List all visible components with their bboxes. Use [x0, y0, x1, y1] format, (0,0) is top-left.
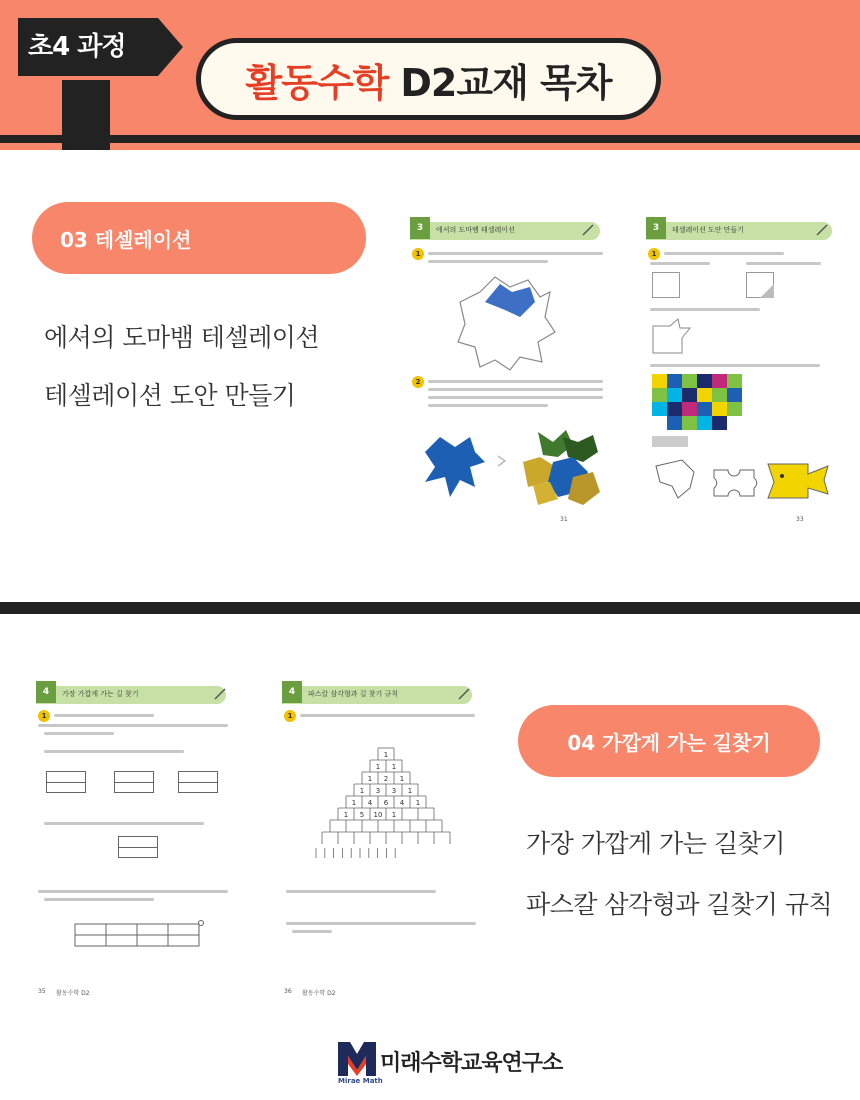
blue-lizard-icon — [420, 432, 490, 502]
pencil-icon — [214, 688, 226, 700]
text-line — [650, 364, 820, 367]
pascal-number: 2 — [383, 775, 389, 783]
pascal-number: 1 — [391, 763, 397, 771]
pascal-number: 1 — [375, 763, 381, 771]
thumb-page-number: 35 — [38, 988, 46, 995]
thumbnail-page-pascal — [282, 686, 482, 1001]
text-line — [44, 732, 114, 735]
text-line — [286, 922, 476, 925]
topic-item: 파스칼 삼각형과 길찾기 규칙 — [526, 890, 833, 919]
pencil-icon — [458, 688, 470, 700]
title-box — [196, 38, 661, 120]
thumb-header — [646, 222, 832, 240]
question-number-icon: 1 — [412, 248, 424, 260]
pascal-number: 3 — [391, 787, 397, 795]
pascal-number: 1 — [383, 751, 389, 759]
thumb-page-number: 36 — [284, 988, 292, 995]
thumb-title: 에셔의 도마뱀 테셀레이션 — [436, 226, 515, 234]
chapter-pill-03: 03 테셀레이션 — [32, 202, 366, 274]
path-grid — [178, 771, 218, 793]
shifted-piece-figure — [652, 318, 692, 354]
thumb-footer-label: 활동수학 D2 — [56, 990, 90, 997]
pascal-number: 1 — [391, 811, 397, 819]
pencil-icon — [816, 224, 828, 236]
text-line — [428, 388, 603, 391]
topic-item: 에셔의 도마뱀 테셀레이션 — [44, 323, 320, 352]
question-number-icon: 2 — [412, 376, 424, 388]
question-number-icon: 1 — [38, 710, 50, 722]
thumb-header — [36, 686, 226, 704]
lizard-tessellation-figure — [518, 427, 603, 507]
lizard-outline-figure — [450, 272, 560, 372]
text-line — [746, 262, 821, 265]
path-grid — [46, 771, 86, 793]
thumb-badge: 4 — [36, 681, 56, 703]
topic-item: 가장 가깝게 가는 길찾기 — [526, 829, 785, 858]
text-line — [650, 262, 710, 265]
thumb-page-number: 31 — [560, 516, 568, 523]
thumb-page-number: 33 — [796, 516, 804, 523]
text-line — [38, 890, 228, 893]
thumb-title: 파스칼 삼각형과 길 찾기 규칙 — [308, 690, 399, 698]
pascal-number: 6 — [383, 799, 389, 807]
publisher-name: 미래수학교육연구소 — [380, 1051, 563, 1076]
text-line — [44, 898, 154, 901]
example-shapes-figure — [652, 458, 840, 502]
text-line — [428, 252, 603, 255]
long-path-grid — [74, 920, 206, 948]
text-line — [650, 308, 760, 311]
pascal-number: 1 — [415, 799, 421, 807]
pencil-icon — [582, 224, 594, 236]
text-line — [44, 822, 204, 825]
thumb-badge: 3 — [646, 217, 666, 239]
thumb-header — [282, 686, 472, 704]
pascal-number: 3 — [375, 787, 381, 795]
question-number-icon: 1 — [284, 710, 296, 722]
pascal-number: 5 — [359, 811, 365, 819]
pascal-number: 1 — [351, 799, 357, 807]
pascal-number: 4 — [367, 799, 373, 807]
title-highlight: 활동수학 — [245, 60, 389, 105]
thumbnail-page-shortest-path — [36, 686, 236, 1001]
thumbnail-page-tessellation-design — [646, 222, 842, 527]
text-line — [428, 396, 603, 399]
text-line — [286, 890, 436, 893]
publisher-sub: Mirae Math — [338, 1077, 383, 1085]
thumb-title: 가장 가깝게 가는 길 찾기 — [62, 690, 139, 698]
pascal-number: 4 — [399, 799, 405, 807]
text-line — [428, 404, 548, 407]
chapter-pill-04: 04 가깝게 가는 길찾기 — [518, 705, 820, 777]
page-title — [201, 43, 656, 115]
question-number-icon: 1 — [648, 248, 660, 260]
pascal-number: 10 — [373, 811, 383, 819]
section-divider — [0, 602, 860, 614]
title-rest: D2교재 목차 — [400, 60, 612, 105]
text-line — [54, 714, 154, 717]
square-template — [652, 272, 680, 298]
pascal-number: 1 — [367, 775, 373, 783]
text-line — [428, 260, 548, 263]
pascal-number: 1 — [343, 811, 349, 819]
pascal-number: 1 — [359, 787, 365, 795]
pascal-number: 1 — [407, 787, 413, 795]
topic-item: 테셀레이션 도안 만들기 — [44, 381, 296, 410]
text-line — [300, 714, 475, 717]
header-divider — [0, 135, 860, 143]
text-line — [664, 252, 784, 255]
chevron-right-icon — [495, 454, 509, 468]
thumb-badge: 4 — [282, 681, 302, 703]
signpost-pole — [62, 80, 110, 150]
color-tessellation-grid — [652, 374, 742, 432]
text-line — [292, 930, 332, 933]
cut-square-template — [746, 272, 774, 298]
thumb-badge: 3 — [410, 217, 430, 239]
text-line — [44, 750, 184, 753]
text-line — [38, 724, 228, 727]
mirae-math-logo-icon — [338, 1042, 376, 1076]
thumbnail-page-escher — [410, 222, 610, 527]
path-grid — [118, 836, 158, 858]
thumb-header — [410, 222, 600, 240]
pascal-triangle-figure — [306, 744, 466, 862]
thumb-title: 테셀레이션 도안 만들기 — [672, 226, 745, 234]
path-grid — [114, 771, 154, 793]
thumb-footer-label: 활동수학 D2 — [302, 990, 336, 997]
example-label-box — [652, 436, 688, 447]
text-line — [428, 380, 603, 383]
course-label: 초4 과정 — [28, 32, 126, 62]
pascal-number: 1 — [399, 775, 405, 783]
